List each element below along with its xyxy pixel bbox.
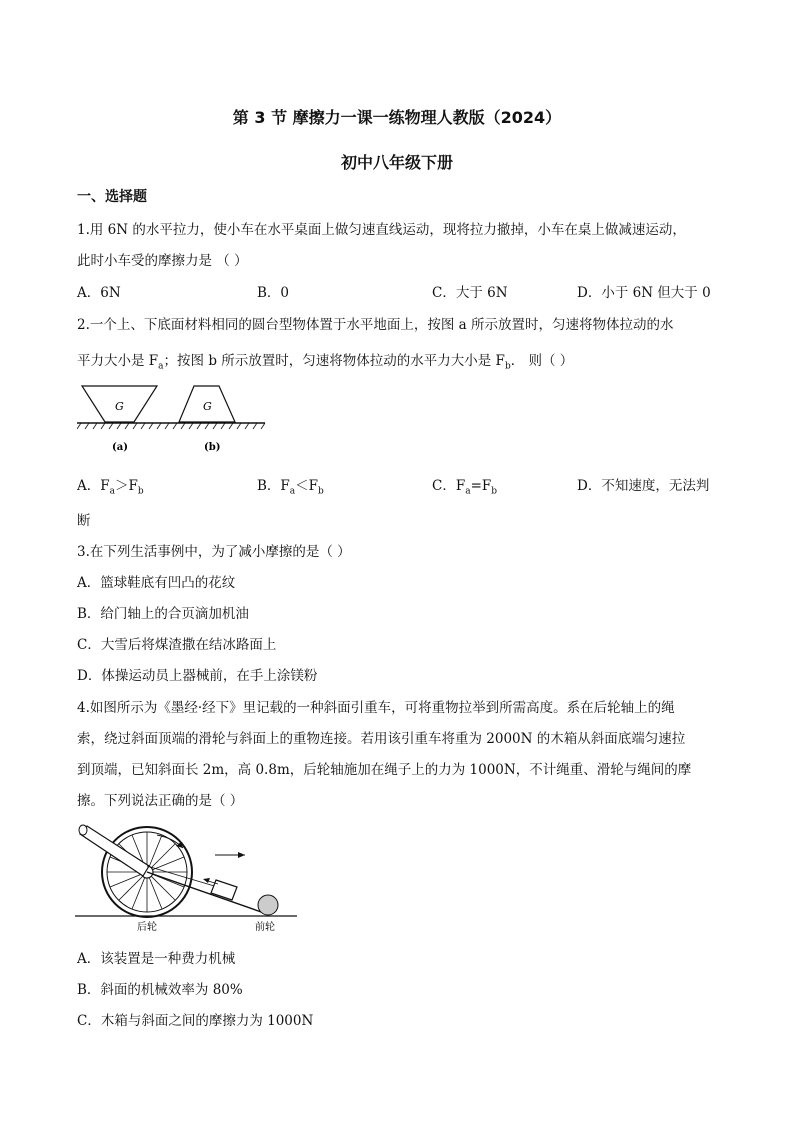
q2-stem-line1: 2.一个上、下底面材料相同的圆台型物体置于水平地面上，按图 a 所示放置时，匀速将物体拉动的水 [77, 317, 674, 333]
q2-option-d-continued: 断 [77, 513, 91, 529]
frustum-b-label: G [203, 400, 212, 413]
page-title: 第 3 节 摩擦力一课一练物理人教版（2024） [232, 108, 562, 127]
q2-option-b: B．$F_a<F_b$ [257, 478, 324, 497]
frustum-a-label: G [115, 400, 124, 413]
q4-stem-line2: 索，绕过斜面顶端的滑轮与斜面上的重物连接。若用该引重车将重为 2000N 的木箱从斜面底端匀速拉 [77, 731, 686, 747]
q4-stem-line4: 擦。下列说法正确的是（ ） [77, 793, 244, 809]
q3-option-d: D．体操运动员上器械前，在手上涂镁粉 [77, 668, 318, 684]
q4-option-c: C．木箱与斜面之间的摩擦力为 1000N [77, 1013, 314, 1029]
q2-option-d: D．不知速度，无法判 [577, 478, 710, 494]
front-wheel [258, 895, 278, 915]
section-heading: 一、选择题 [77, 189, 147, 205]
q4-option-b: B．斜面的机械效率为 80% [77, 982, 243, 998]
q3-option-a: A．篮球鞋底有凹凸的花纹 [77, 575, 236, 591]
q3-stem: 3.在下列生活事例中，为了减小摩擦的是（ ） [77, 544, 351, 560]
q2-stem-line2: 平力大小是 $F_a$；按图 b 所示放置时，匀速将物体拉动的水平力大小是 $F_b$． 则（ ） [77, 353, 574, 372]
q4-option-a: A．该装置是一种费力机械 [77, 951, 236, 967]
force-arrowhead [203, 878, 210, 883]
q4-figure [75, 822, 305, 937]
q3-option-b: B．给门轴上的合页滴加机油 [77, 606, 249, 622]
q1-option-d: D．小于 6N 但大于 0 [577, 285, 711, 301]
q2-figure [77, 380, 267, 460]
q3-option-c: C．大雪后将煤渣撒在结冰路面上 [77, 637, 277, 653]
q1-option-b: B．0 [257, 285, 290, 301]
page-subtitle: 初中八年级下册 [340, 153, 453, 172]
q1-option-c: C．大于 6N [432, 285, 508, 301]
q2-option-a: A．$F_a>F_b$ [77, 478, 144, 497]
q1-stem-line1: 1.用 6N 的水平拉力，使小车在水平桌面上做匀速直线运动，现将拉力撤掉，小车在桌上做减速运动， [77, 222, 686, 238]
figure-a-caption: (a) [112, 442, 128, 453]
ground-hatching [77, 423, 265, 429]
pull-arrowhead [238, 852, 245, 858]
q1-option-a: A．6N [77, 285, 121, 301]
q2-option-c: C．$F_a=F_b$ [432, 478, 498, 497]
q1-stem-line2: 此时小车受的摩擦力是 （ ） [77, 253, 248, 269]
q4-stem-line3: 到顶端，已知斜面长 2m，高 0.8m，后轮轴施加在绳子上的力为 1000N，不计绳重、滑轮与绳间的摩 [77, 762, 692, 778]
figure-b-caption: (b) [204, 442, 221, 453]
front-wheel-label: 前轮 [255, 922, 275, 933]
axle-end [79, 825, 87, 835]
q4-stem-line1: 4.如图所示为《墨经·经下》里记载的一种斜面引重车，可将重物拉举到所需高度。系在后轮轴上的绳 [77, 700, 675, 716]
rear-wheel-label: 后轮 [137, 922, 157, 933]
